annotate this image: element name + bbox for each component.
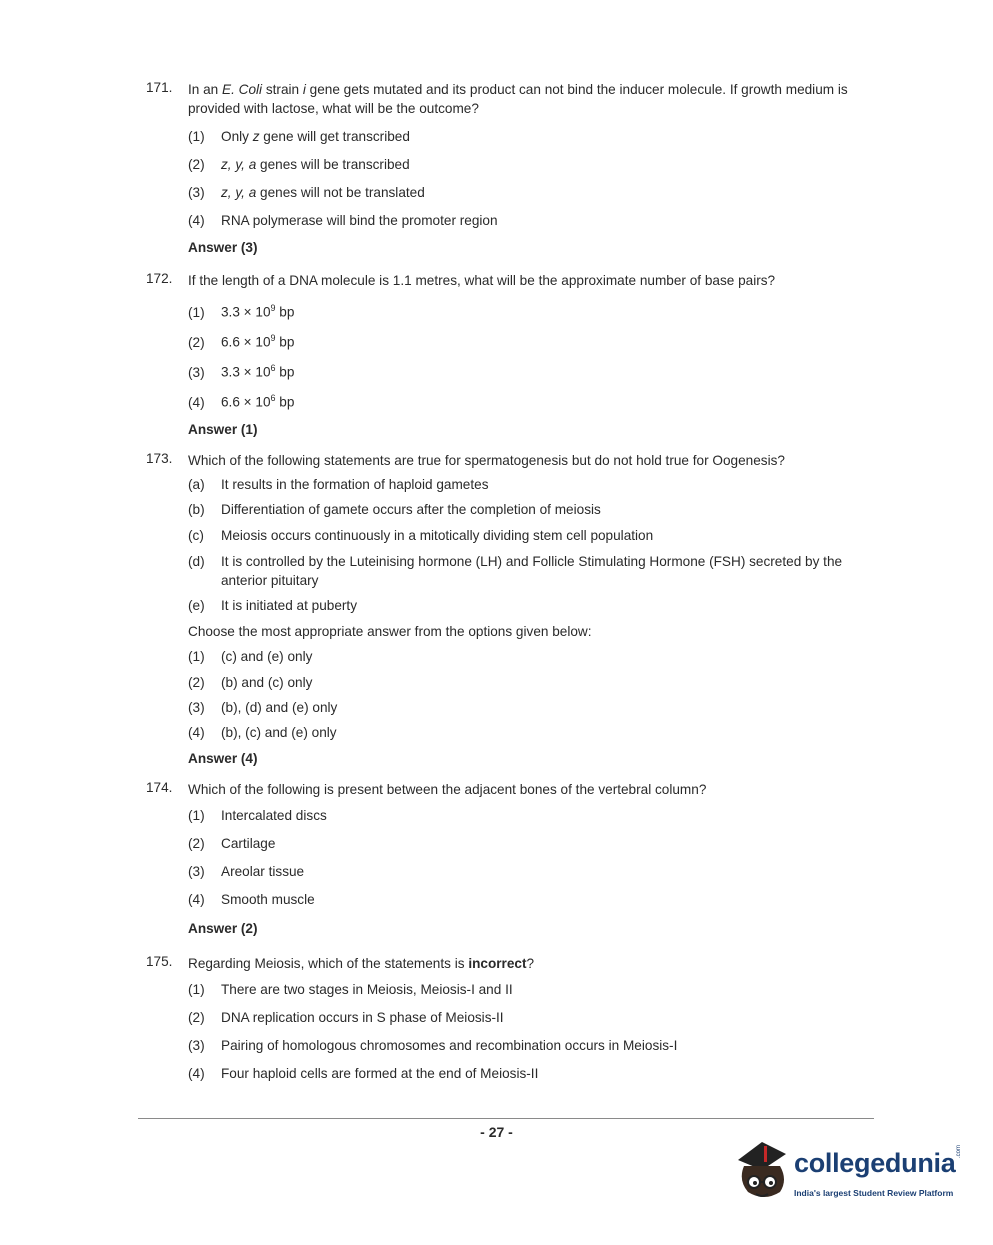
option: (3) Pairing of homologous chromosomes and recombination occurs in Meiosis-I [188, 1038, 678, 1053]
statement: (c) Meiosis occurs continuously in a mitotically dividing stem cell population [188, 528, 654, 543]
option: (3) z, y, a genes will not be translated [188, 185, 425, 200]
option: (3) $3.3 \times 10^6$ bp [188, 363, 295, 380]
answer: Answer (4) [188, 751, 258, 766]
option: (4) (b), (c) and (e) only [188, 725, 337, 740]
option: (4) Smooth muscle [188, 892, 315, 907]
question-number: 174. [146, 780, 173, 795]
statement: (e) It is initiated at puberty [188, 598, 358, 613]
option: (2) Cartilage [188, 836, 276, 851]
question-text: In an E. Coli strain i gene gets mutated and its product can not bind the inducer molecule. If growth medium is provided with lactose, what will be the outcome? [188, 82, 848, 116]
statement: (d) It is controlled by the Luteinising hormone (LH) and Follicle Stimulating Hormone (FSH) secreted by the anterior pituitary [188, 554, 843, 588]
logo-domain: .com [956, 1144, 962, 1158]
statement: (b) Differentiation of gamete occurs after the completion of meiosis [188, 502, 601, 517]
option: (1) There are two stages in Meiosis, Meiosis-I and II [188, 982, 513, 997]
question-number: 172. [146, 271, 173, 286]
question-number: 171. [146, 80, 173, 95]
option: (1) Intercalated discs [188, 808, 327, 823]
footer-divider [138, 1118, 874, 1119]
page-number: - 27 - [480, 1124, 513, 1140]
question-text: Which of the following statements are true for spermatogenesis but do not hold true for Oogenesis? [188, 453, 785, 468]
question-text: If the length of a DNA molecule is 1.1 metres, what will be the approximate number of base pairs? [188, 273, 776, 288]
statement: (a) It results in the formation of haploid gametes [188, 477, 489, 492]
option: (3) (b), (d) and (e) only [188, 700, 338, 715]
answer: Answer (1) [188, 422, 258, 437]
option: (4) $6.6 \times 10^6$ bp [188, 393, 295, 410]
option: (4) RNA polymerase will bind the promoter region [188, 213, 498, 228]
question-text: Regarding Meiosis, which of the statements is incorrect? [188, 956, 535, 971]
option: (1) (c) and (e) only [188, 649, 313, 664]
option: (4) Four haploid cells are formed at the end of Meiosis-II [188, 1066, 539, 1081]
option: (1) Only z gene will get transcribed [188, 129, 410, 144]
logo-tagline: India's largest Student Review Platform [794, 1188, 954, 1198]
option: (2) $6.6 \times 10^9$ bp [188, 333, 295, 350]
option: (2) (b) and (c) only [188, 675, 313, 690]
option: (1) $3.3 \times 10^9$ bp [188, 303, 295, 320]
question-text: Which of the following is present between the adjacent bones of the vertebral column? [188, 782, 707, 797]
option: (2) DNA replication occurs in S phase of Meiosis-II [188, 1010, 504, 1025]
mascot-icon [734, 1140, 796, 1206]
question-number: 173. [146, 451, 173, 466]
option: (2) z, y, a genes will be transcribed [188, 157, 410, 172]
instruction: Choose the most appropriate answer from the options given below: [188, 624, 592, 639]
logo-wordmark: collegedunia [794, 1148, 956, 1178]
option: (3) Areolar tissue [188, 864, 305, 879]
question-number: 175. [146, 954, 173, 969]
answer: Answer (2) [188, 921, 258, 936]
answer: Answer (3) [188, 240, 258, 255]
collegedunia-logo [734, 1140, 964, 1206]
